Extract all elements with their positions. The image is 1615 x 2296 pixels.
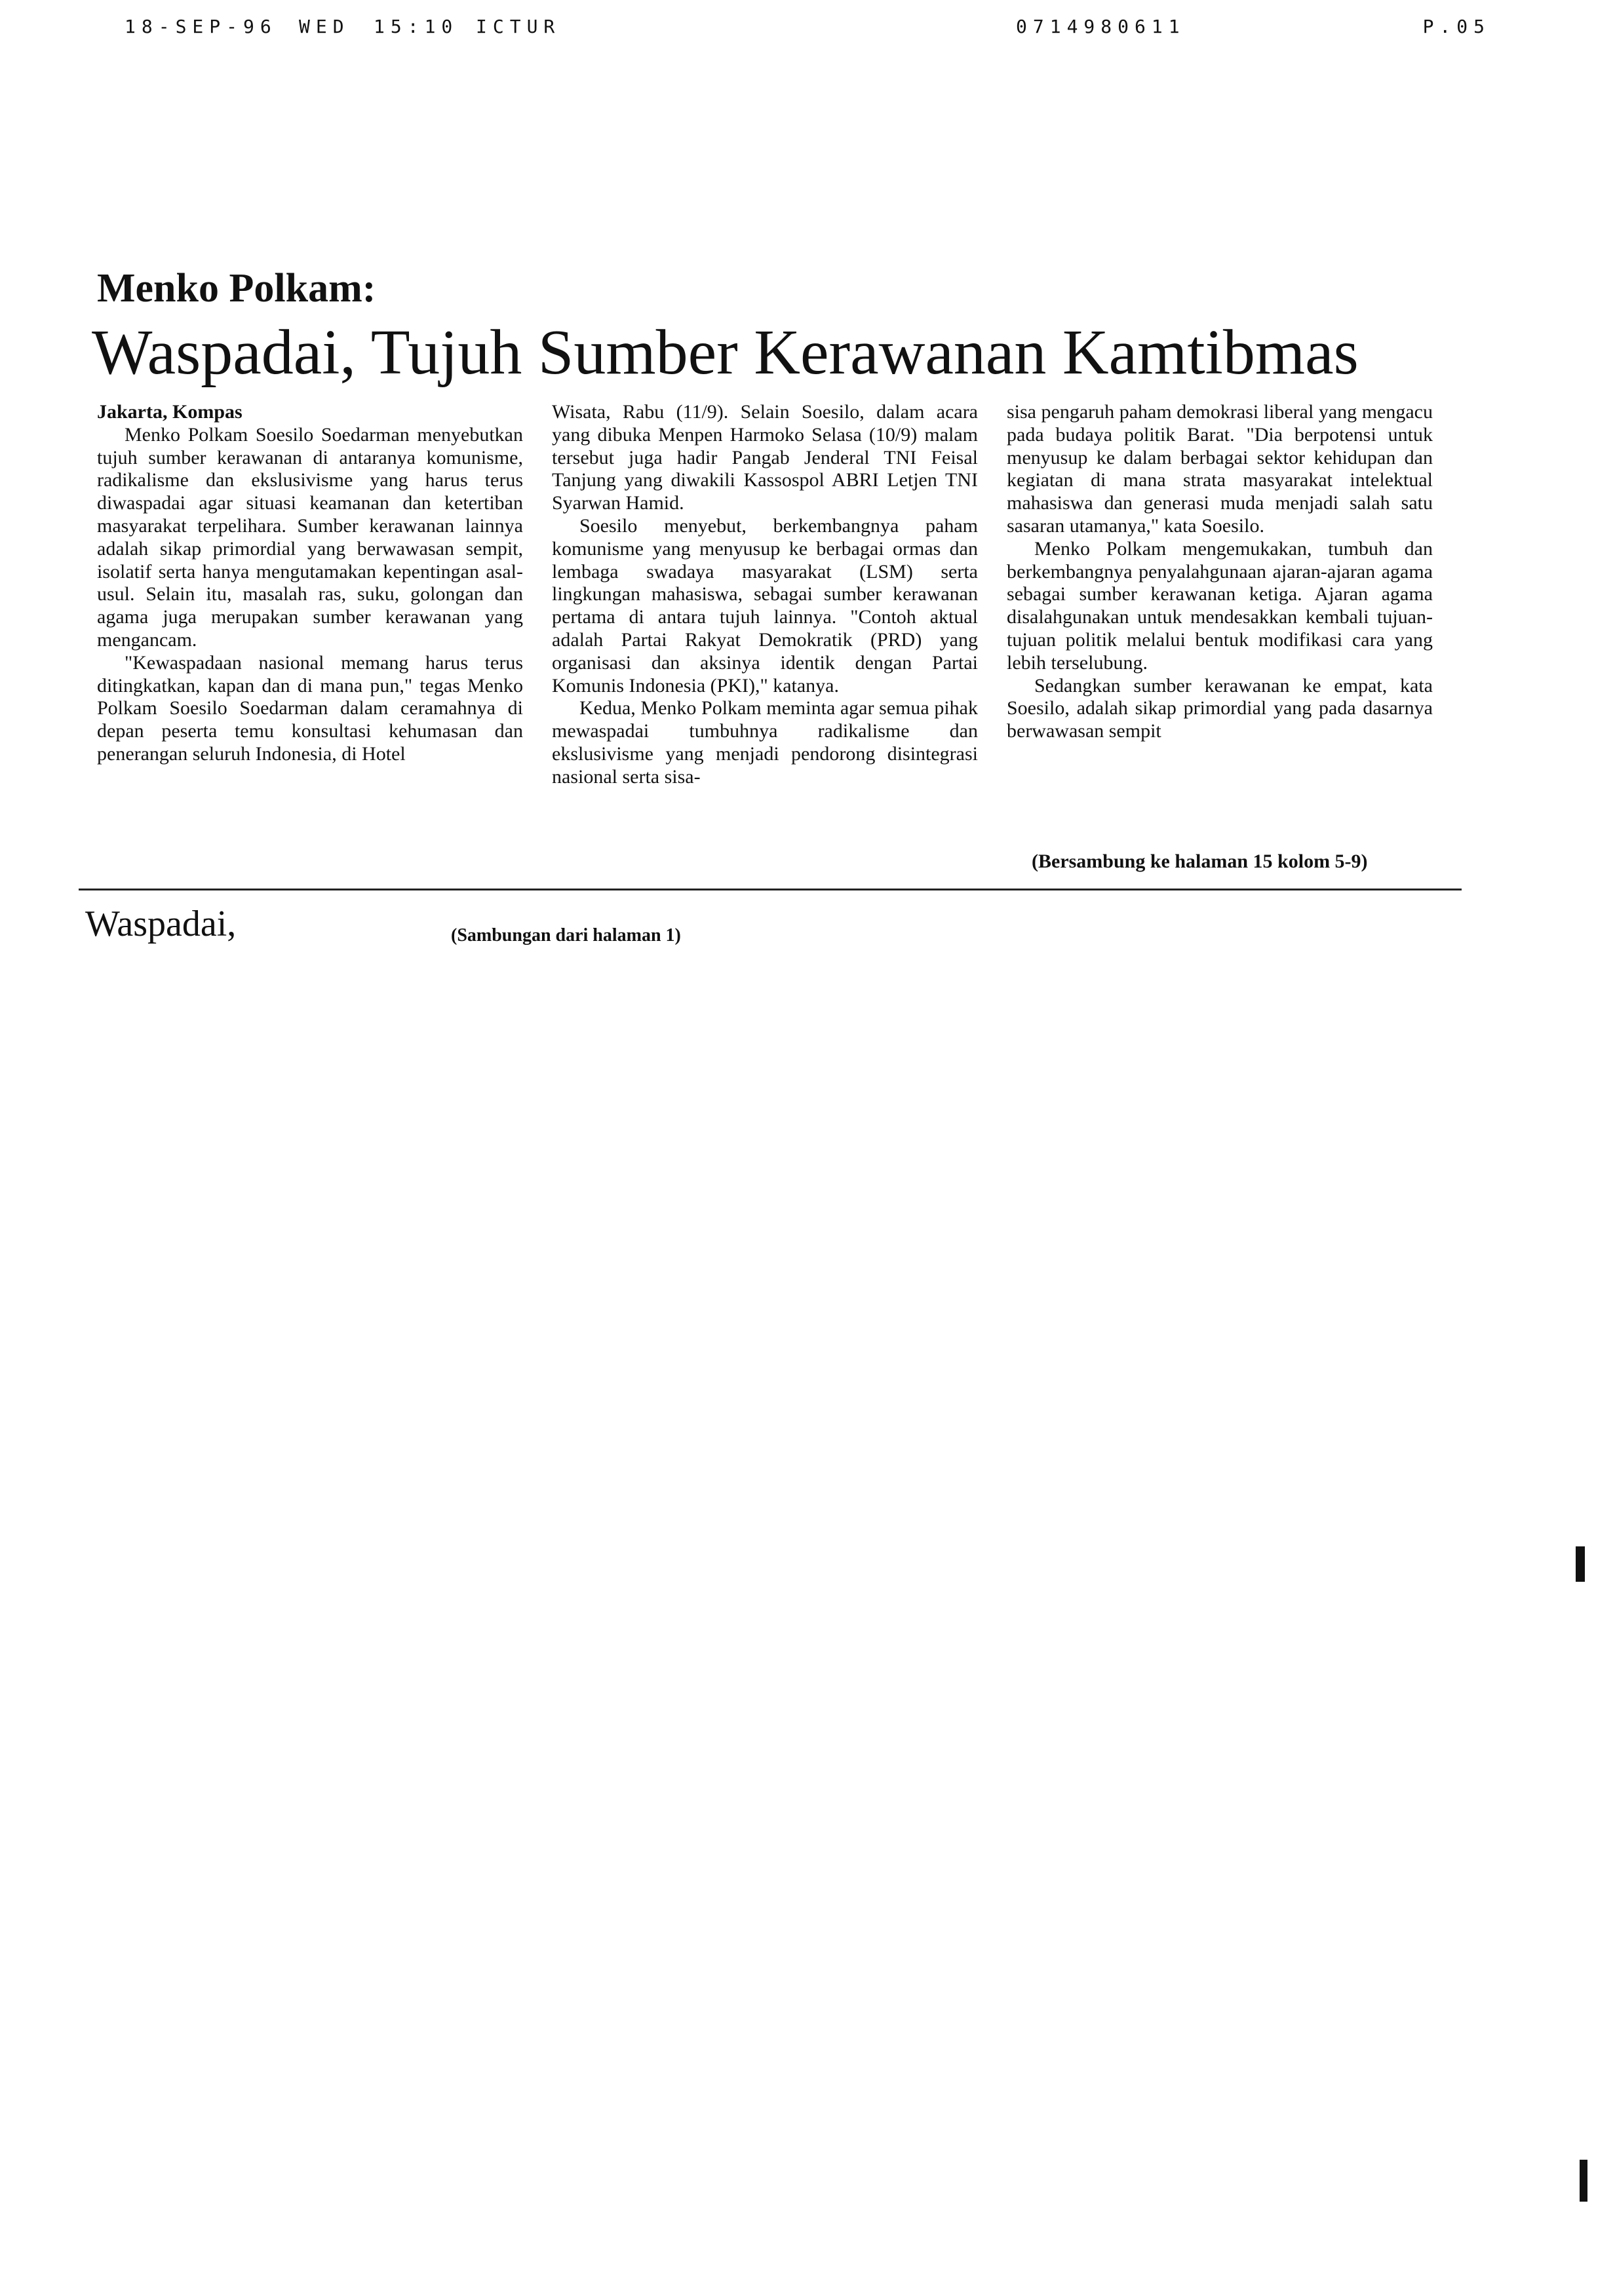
paragraph: Menko Polkam mengemukakan, tumbuh dan berkembangnya penyalahgunaan ajaran-ajaran agama sebagai sumber kerawanan ketiga. Ajaran agama disalahgunakan untuk mendesakkan kembali tujuan-tujuan politik melalui bentuk modifikasi cara yang lebih terselubung. (1007, 537, 1433, 674)
margin-mark (1580, 2160, 1587, 2202)
paragraph: Wisata, Rabu (11/9). Selain Soesilo, dalam acara yang dibuka Menpen Harmoko Selasa (10/9) malam tersebut juga hadir Pangab Jenderal TNI Feisal Tanjung yang diwakili Kassospol ABRI Letjen TNI Syarwan Hamid. (552, 401, 978, 514)
fax-time: 15:10 (374, 16, 459, 37)
paragraph: sisa pengaruh paham demokrasi liberal yang mengacu pada budaya politik Barat. "Dia berpotensi untuk menyusup ke dalam berbagai sektor kehidupan dan kegiatan di mana strata masyarakat intelektual mahasiswa dan generasi muda menjadi salah satu sasaran utamanya," kata Soesilo. (1007, 401, 1433, 537)
article-column-1 (97, 401, 523, 766)
article-column-2 (552, 401, 978, 789)
fax-sender: ICTUR (476, 16, 561, 37)
headline: Waspadai, Tujuh Sumber Kerawanan Kamtibmas (92, 317, 1359, 388)
paragraph: Menko Polkam Soesilo Soedarman menyebutkan tujuh sumber kerawanan di antaranya komunisme, radikalisme dan ekslusivisme yang harus terus diwaspadai agar situasi keamanan dan ketertiban masyarakat terpelihara. Sumber kerawanan lainnya adalah sikap primordial yang berwawasan sempit, isolatif serta hanya mengutamakan kepentingan asal-usul. Selain itu, masalah ras, suku, golongan dan agama juga merupakan sumber kerawanan yang mengancam. (97, 423, 523, 651)
fax-page: P.05 (1422, 16, 1490, 37)
margin-mark (1576, 1546, 1585, 1582)
fax-header (125, 16, 1490, 45)
paragraph: Kedua, Menko Polkam meminta agar semua pihak mewaspadai tumbuhnya radikalisme dan ekslusivisme yang menjadi pendorong disintegrasi nasional serta sisa- (552, 697, 978, 788)
continued-note: (Bersambung ke halaman 15 kolom 5-9) (1032, 851, 1368, 872)
paragraph: Soesilo menyebut, berkembangnya paham komunisme yang menyusup ke berbagai ormas dan lembaga swadaya masyarakat (LSM) serta lingkungan mahasiswa, sebagai sumber kerawanan pertama di antara tujuh lainnya. "Contoh aktual adalah Partai Rakyat Demokratik (PRD) yang organisasi dan aksinya identik dengan Partai Komunis Indonesia (PKI)," katanya. (552, 514, 978, 697)
dateline: Jakarta, Kompas (97, 401, 243, 423)
article-column-3 (1007, 401, 1433, 743)
article-body (97, 401, 1452, 853)
paragraph: Sedangkan sumber kerawanan ke empat, kata Soesilo, adalah sikap primordial yang pada dasarnya berwawasan sempit (1007, 674, 1433, 742)
fax-number: 0714980611 (1016, 16, 1186, 37)
kicker: Menko Polkam: (97, 266, 376, 311)
continuation-sub: (Sambungan dari halaman 1) (451, 925, 681, 946)
section-rule (79, 889, 1462, 890)
fax-date: 18-SEP-96 (125, 16, 277, 37)
paragraph: "Kewaspadaan nasional memang harus terus ditingkatkan, kapan dan di mana pun," tegas Menko Polkam Soesilo Soedarman dalam ceramahnya di depan peserta temu konsultasi kehumasan dan penerangan seluruh Indonesia, di Hotel (97, 651, 523, 765)
fax-day: WED (299, 16, 350, 37)
continuation-head: Waspadai, (85, 904, 237, 944)
